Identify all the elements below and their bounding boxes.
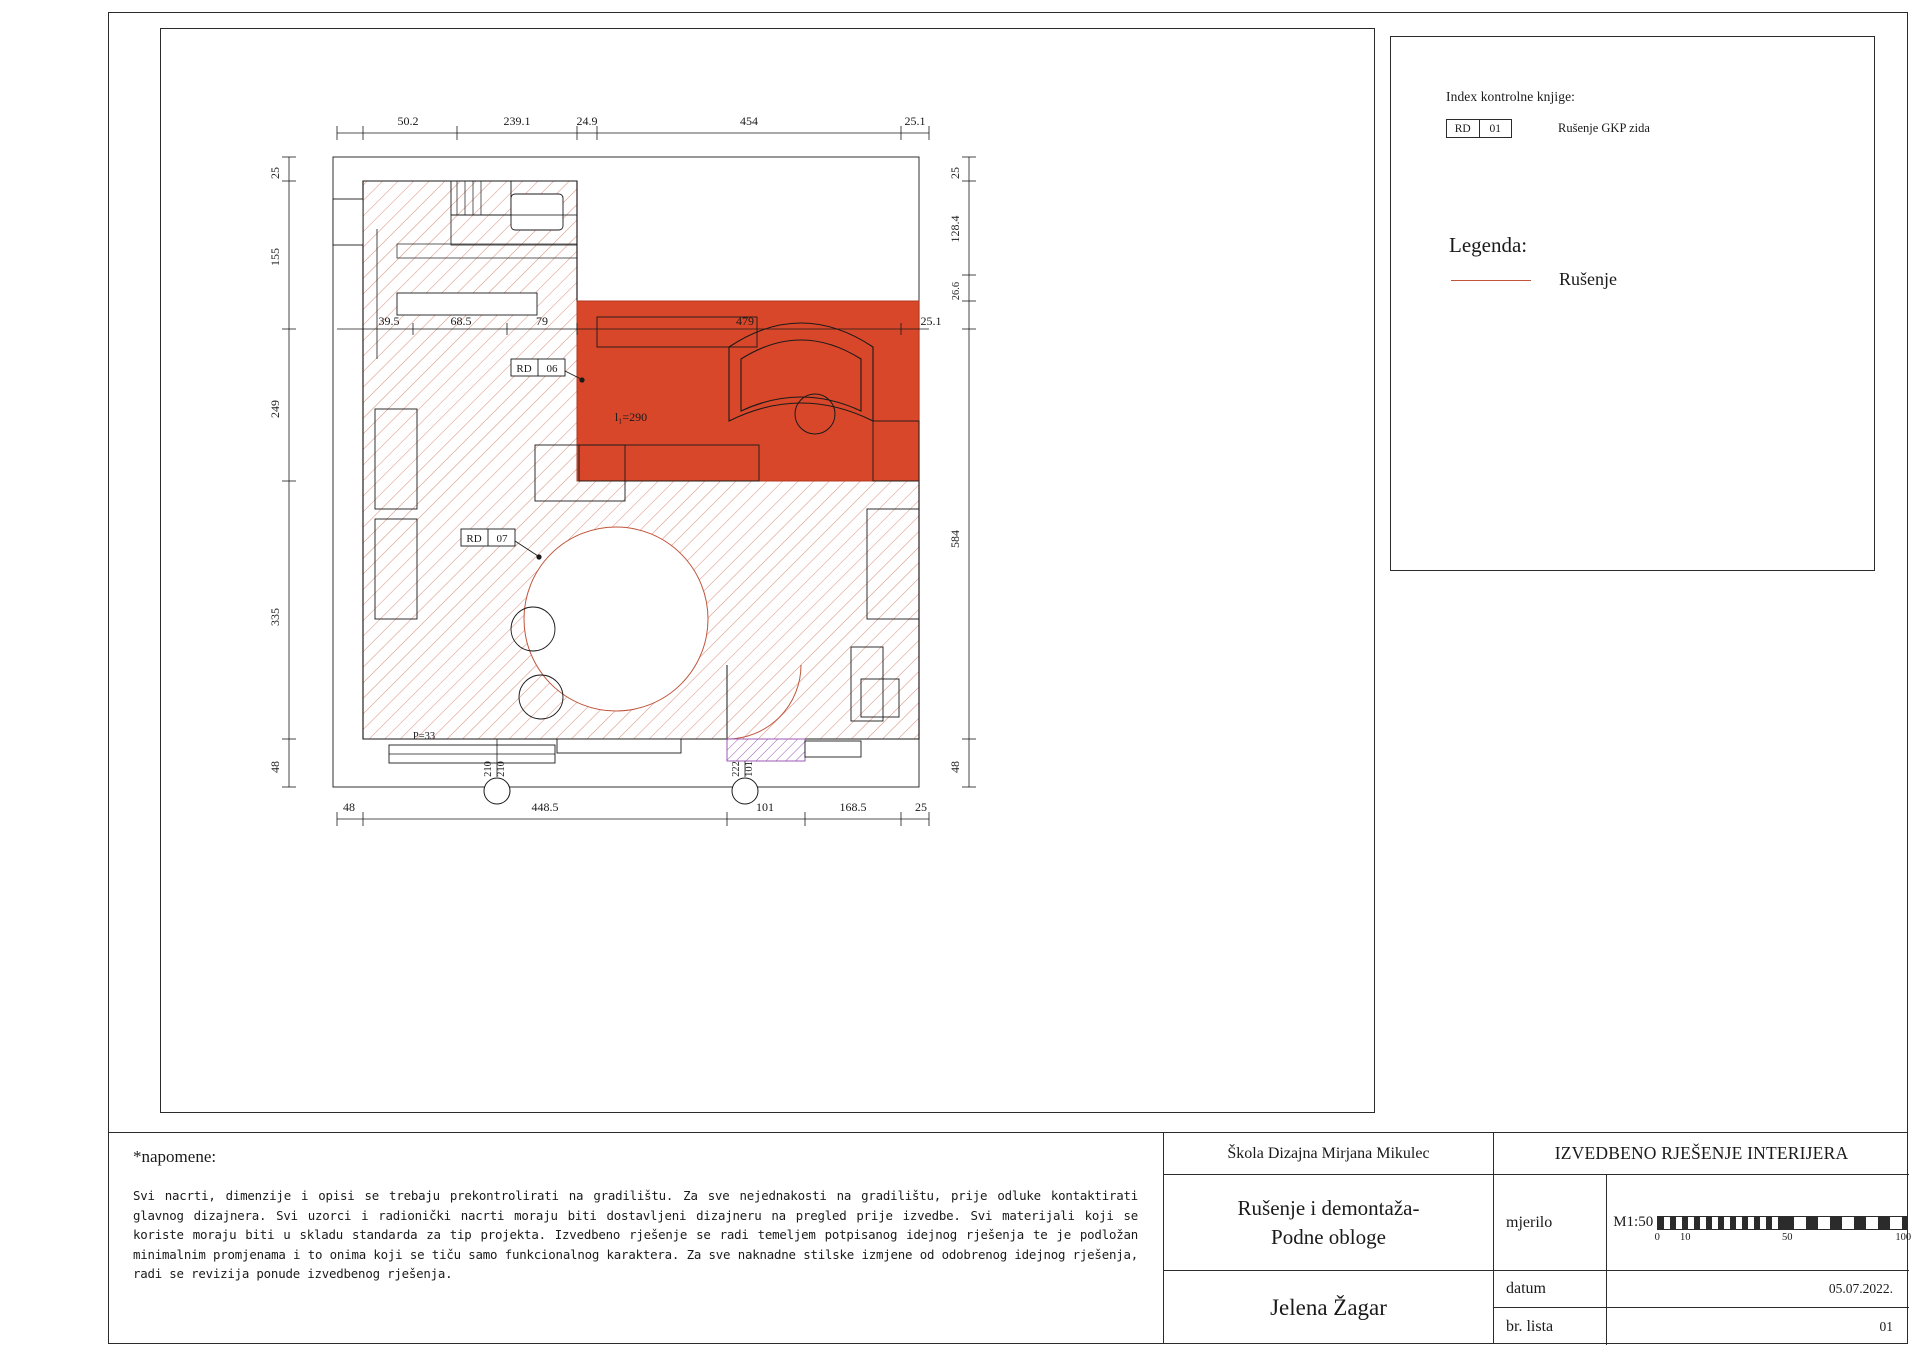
svg-text:210: 210 bbox=[496, 761, 507, 777]
scale-tick-0: 0 bbox=[1654, 1231, 1660, 1243]
scale-bar-group bbox=[1607, 1175, 1912, 1270]
dim-left-3: 335 bbox=[268, 608, 282, 626]
dim-inner-3: 479 bbox=[736, 314, 754, 328]
project-name bbox=[1164, 1175, 1493, 1271]
legend-index-title: Index kontrolne knjige: bbox=[1446, 89, 1576, 104]
dim-bottom-1: 448.5 bbox=[531, 800, 559, 814]
metadata-section bbox=[1494, 1133, 1912, 1343]
scale-tick-3: 100 bbox=[1895, 1231, 1912, 1243]
title-block bbox=[108, 1132, 1912, 1344]
dim-bottom-4: 25 bbox=[915, 800, 927, 814]
scale-row bbox=[1494, 1175, 1912, 1271]
dim-inner-0: 39.5 bbox=[378, 314, 400, 328]
dim-top-0: 50.2 bbox=[397, 114, 419, 128]
svg-text:101: 101 bbox=[744, 761, 755, 777]
dim-left-0: 25 bbox=[268, 167, 282, 179]
svg-text:07: 07 bbox=[496, 533, 508, 545]
date-value: 05.07.2022. bbox=[1828, 1281, 1893, 1296]
date-label: datum bbox=[1506, 1280, 1546, 1297]
plan-viewport bbox=[160, 28, 1375, 1113]
sheet-number-row bbox=[1494, 1308, 1909, 1345]
dim-bottom-0: 48 bbox=[343, 800, 355, 814]
dim-top-2: 24.9 bbox=[576, 114, 598, 128]
document-title: IZVEDBENO RJEŠENJE INTERIJERA bbox=[1494, 1133, 1909, 1175]
scale-label: mjerilo bbox=[1506, 1213, 1553, 1231]
door-callout-2 bbox=[731, 761, 758, 804]
dim-top-4: 25.1 bbox=[904, 114, 926, 128]
sheet-number-value: 01 bbox=[1879, 1318, 1893, 1334]
svg-text:RD: RD bbox=[516, 363, 532, 375]
scale-tick-1: 10 bbox=[1679, 1231, 1691, 1243]
legend-swatch-rusenje bbox=[1451, 280, 1531, 281]
sheet-number-label: br. lista bbox=[1506, 1317, 1554, 1335]
plan-label-p33: P=33 bbox=[412, 731, 436, 742]
demolition-zone bbox=[577, 301, 919, 481]
scale-tick-2: 50 bbox=[1781, 1231, 1793, 1243]
notes-title: *napomene: bbox=[133, 1147, 217, 1166]
legend-rd-prefix: RD bbox=[1447, 120, 1480, 137]
school-name: Škola Dizajna Mirjana Mikulec bbox=[1164, 1133, 1493, 1175]
legend-title: Legenda: bbox=[1449, 233, 1528, 257]
legend-rd-chip bbox=[1446, 119, 1512, 138]
scale-value: M1:50 bbox=[1613, 1214, 1654, 1230]
dim-top-3: 454 bbox=[740, 114, 758, 128]
dim-bottom-3: 168.5 bbox=[839, 800, 867, 814]
svg-text:RD: RD bbox=[466, 533, 482, 545]
scale-bar bbox=[1657, 1216, 1907, 1230]
author-name: Jelena Žagar bbox=[1270, 1295, 1387, 1320]
dim-right-0: 25 bbox=[948, 167, 962, 179]
legend-panel bbox=[1390, 36, 1875, 571]
dim-bottom-2: 101 bbox=[756, 800, 774, 814]
project-name-line1: Rušenje i demontaža- bbox=[1237, 1196, 1420, 1221]
scale-bar-ticks bbox=[1654, 1231, 1912, 1246]
dim-inner-1: 68.5 bbox=[450, 314, 472, 328]
dim-inner-2: 79 bbox=[536, 314, 548, 328]
dim-left-1: 155 bbox=[268, 248, 282, 266]
dim-top-1: 239.1 bbox=[503, 114, 531, 128]
legend-rd-description: Rušenje GKP zida bbox=[1558, 121, 1650, 135]
dim-right-5: 48 bbox=[948, 761, 962, 773]
svg-text:210: 210 bbox=[483, 761, 494, 777]
notes-section bbox=[109, 1133, 1164, 1343]
dim-right-2: 26.6 bbox=[951, 281, 962, 301]
project-section bbox=[1164, 1133, 1494, 1343]
legend-swatch-label: Rušenje bbox=[1559, 269, 1617, 289]
legend-rd-number: 01 bbox=[1489, 122, 1501, 135]
plan-label-l1: l₁=290 bbox=[614, 410, 648, 424]
svg-text:06: 06 bbox=[546, 363, 558, 375]
dim-right-3: 25.1 bbox=[920, 314, 942, 328]
dim-left-2: 249 bbox=[268, 400, 282, 418]
dim-right-1: 128.4 bbox=[948, 215, 962, 243]
svg-text:222: 222 bbox=[731, 761, 742, 777]
notes-body: Svi nacrti, dimenzije i opisi se trebaju prekontrolirati na gradilištu. Za sve nejednakosti na gradilištu, prije odluke kontaktirati glavnog dizajnera. Svi uzorci i radionički nacrti moraju biti dostavljeni dizajneru na pregled prije izvedbe. Svi materijali koji se koriste moraju biti u skladu standarda za tip projekta. Izvedbeno rješenje se radi temeljem potpisanog idejnog rješenja te je podložan minimalnim promjenama i to onima koji se tiču samo funkcionalnog karaktera. Za sve naknadne stilske izmjene od odobrenog idejnog rješenja, radi se revizija ponude izvedbenog rješenja. bbox=[133, 1188, 1138, 1282]
floor-plan-drawing bbox=[161, 29, 1374, 1112]
dim-left-4: 48 bbox=[268, 761, 282, 773]
dim-right-4: 584 bbox=[948, 530, 962, 548]
project-name-line2: Podne obloge bbox=[1271, 1224, 1386, 1249]
date-row bbox=[1494, 1271, 1909, 1308]
